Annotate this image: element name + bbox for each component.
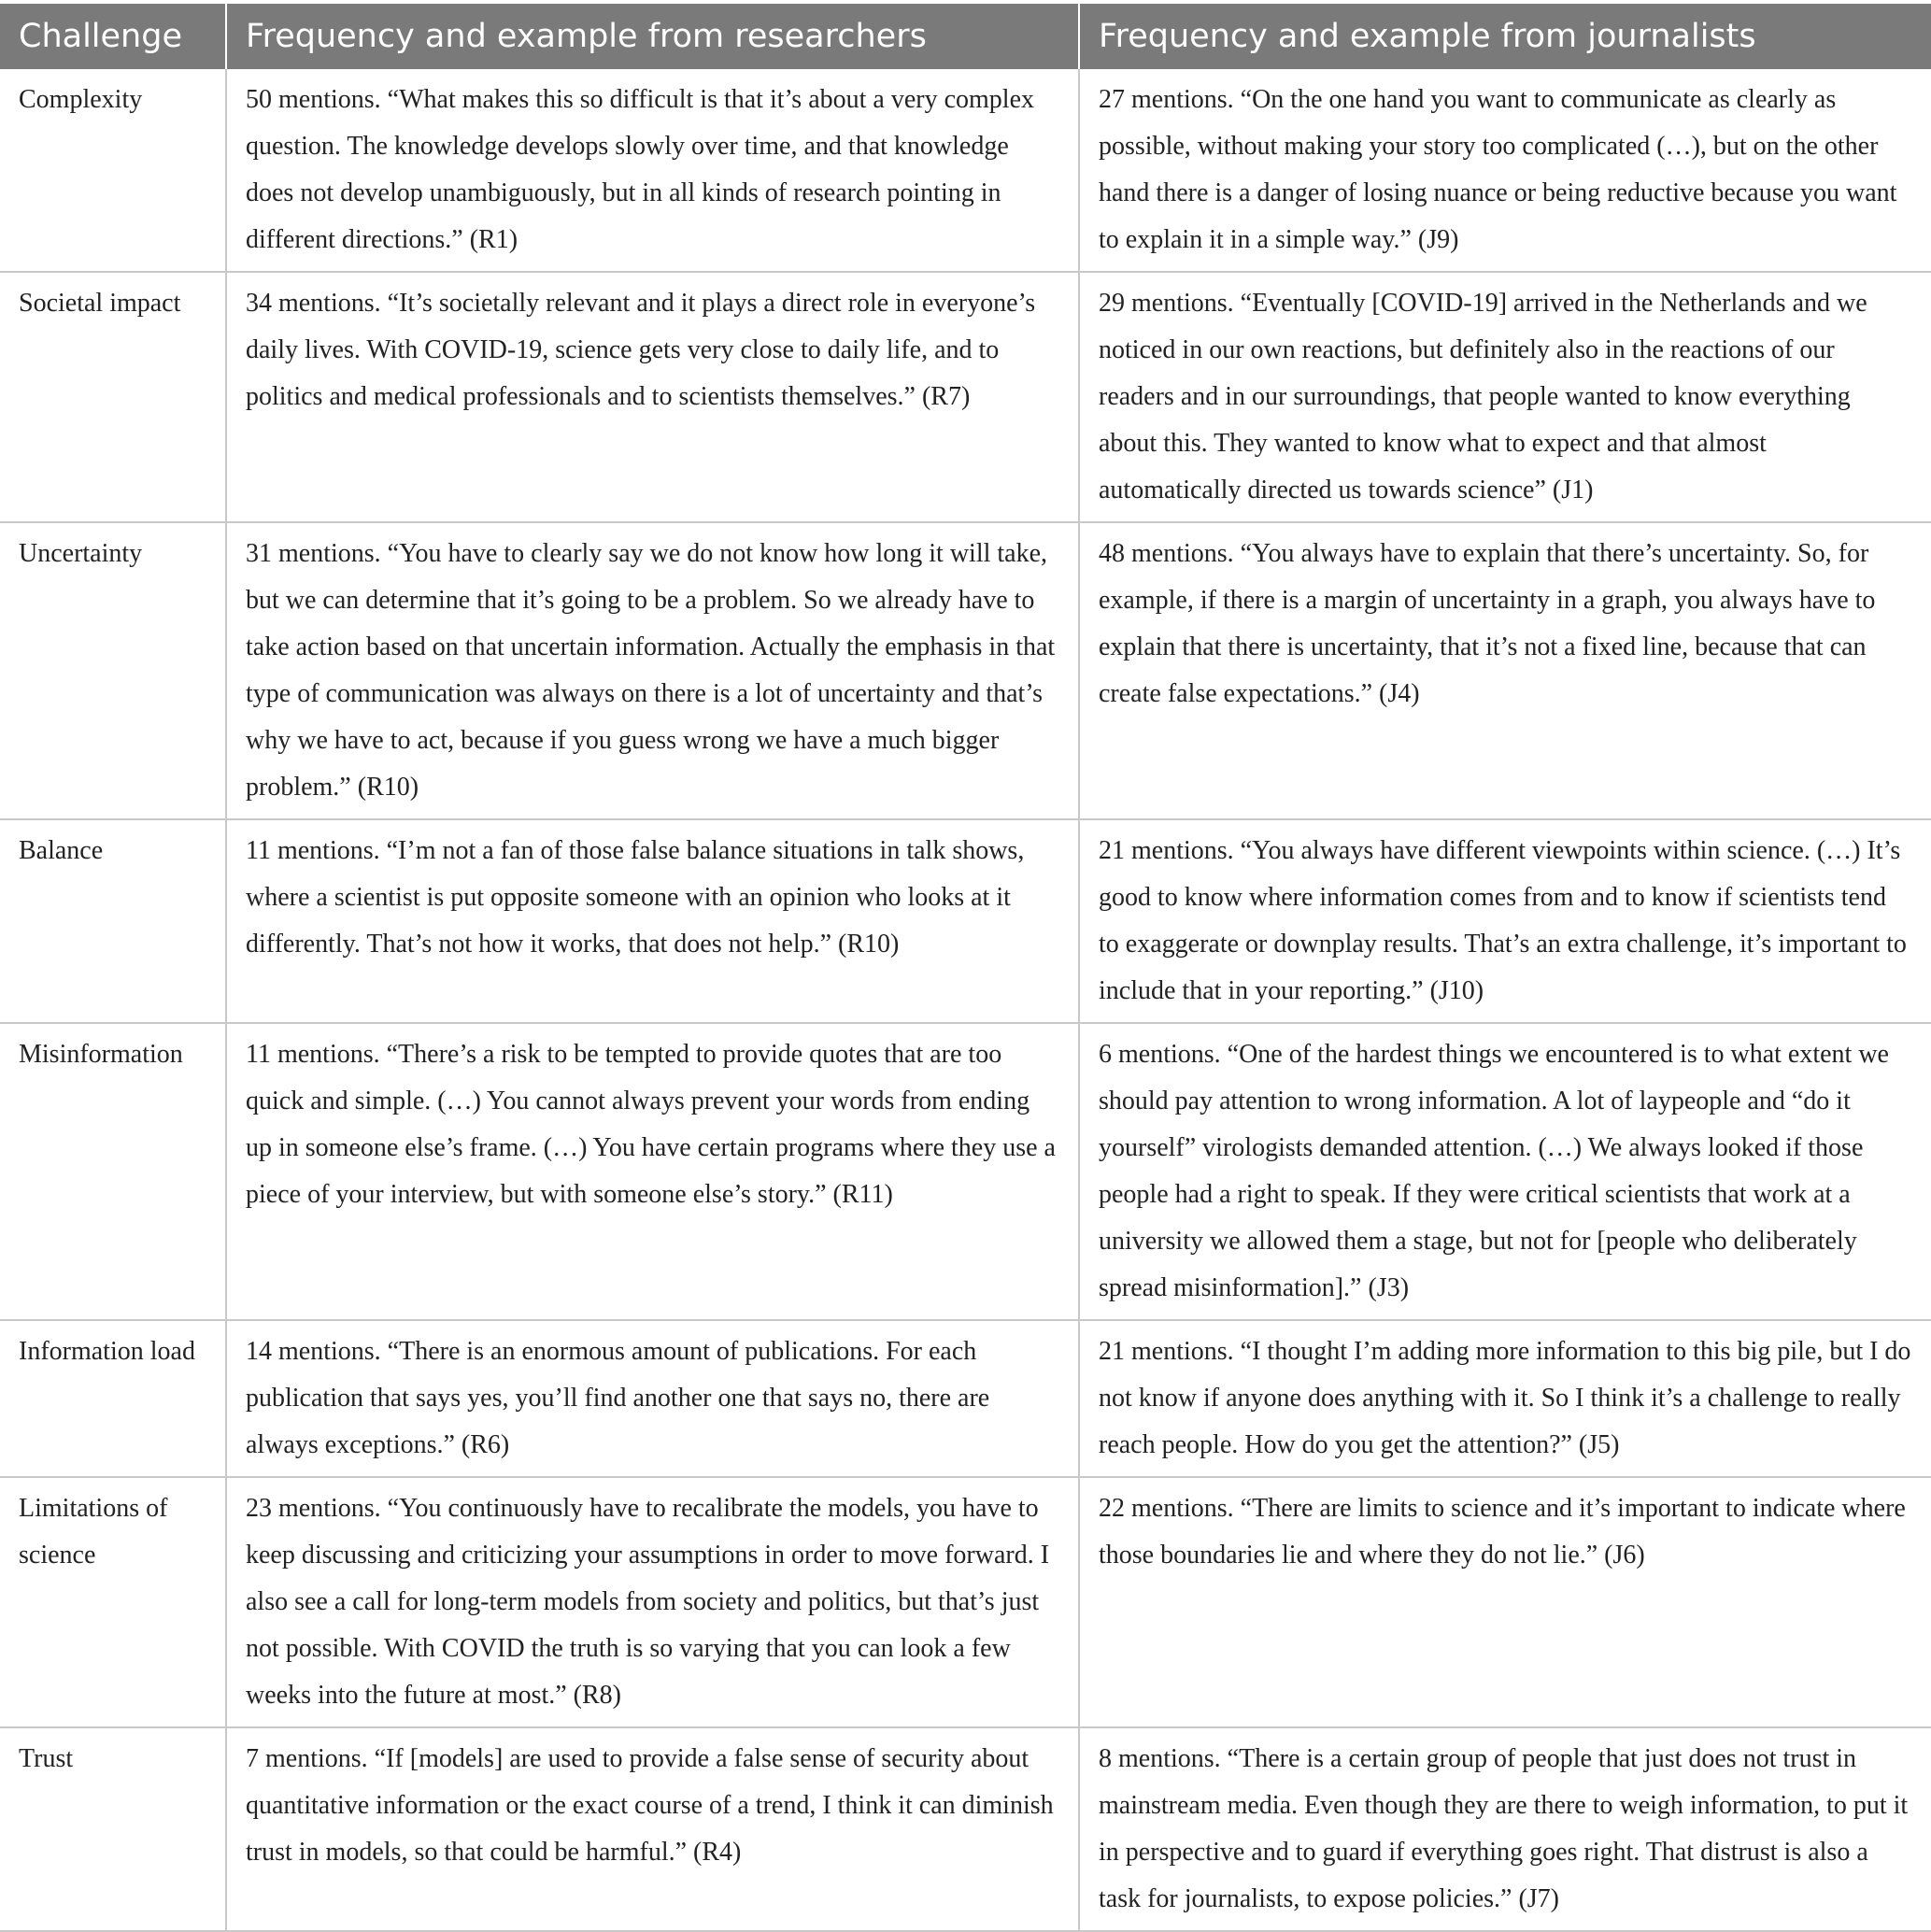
table-header [0, 4, 1931, 69]
challenge-cell: Societal impact [0, 272, 226, 522]
table-body [0, 69, 1931, 1931]
journalists-cell: 21 mentions. “You always have different viewpoints within science. (…) It’s good to know where information comes from and to know if scientists tend to exaggerate or downplay results. That’s an extra challenge, it’s important to include that in your reporting.” (J10) [1079, 819, 1931, 1023]
journalists-cell: 6 mentions. “One of the hardest things we encountered is to what extent we should pay attention to wrong information. A lot of laypeople and “do it yourself” virologists demanded attention. (…) We always looked if those people had a right to speak. If they were critical scientists that work at a university we allowed them a stage, but not for [people who deliberately spread misinformation].” (J3) [1079, 1023, 1931, 1320]
researchers-cell: 14 mentions. “There is an enormous amount of publications. For each publication that says yes, you’ll find another one that says no, there are always exceptions.” (R6) [226, 1320, 1079, 1477]
researchers-cell: 31 mentions. “You have to clearly say we do not know how long it will take, but we can determine that it’s going to be a problem. So we already have to take action based on that uncertain information. Actually the emphasis in that type of communication was always on there is a lot of uncertainty and that’s why we have to act, because if you guess wrong we have a much bigger problem.” (R10) [226, 522, 1079, 819]
journalists-cell: 21 mentions. “I thought I’m adding more information to this big pile, but I do not know if anyone does anything with it. So I think it’s a challenge to really reach people. How do you get the attention?” (J5) [1079, 1320, 1931, 1477]
researchers-cell: 7 mentions. “If [models] are used to provide a false sense of security about quantitative information or the exact course of a trend, I think it can diminish trust in models, so that could be harmful.” (R4) [226, 1727, 1079, 1931]
table-row [0, 1477, 1931, 1727]
researchers-cell: 11 mentions. “I’m not a fan of those false balance situations in talk shows, where a scientist is put opposite someone with an opinion who looks at it differently. That’s not how it works, that does not help.” (R10) [226, 819, 1079, 1023]
header-journalists: Frequency and example from journalists [1079, 4, 1931, 69]
challenge-cell: Trust [0, 1727, 226, 1931]
researchers-cell: 34 mentions. “It’s societally relevant and it plays a direct role in everyone’s daily lives. With COVID-19, science gets very close to daily life, and to politics and medical professionals and to scientists themselves.” (R7) [226, 272, 1079, 522]
header-row [0, 4, 1931, 69]
challenge-cell: Limitations of science [0, 1477, 226, 1727]
challenge-cell: Complexity [0, 69, 226, 272]
challenges-table-container [0, 4, 1931, 1932]
challenges-table [0, 4, 1931, 1932]
researchers-cell: 23 mentions. “You continuously have to recalibrate the models, you have to keep discussing and criticizing your assumptions in order to move forward. I also see a call for long-term models from society and politics, but that’s just not possible. With COVID the truth is so varying that you can look a few weeks into the future at most.” (R8) [226, 1477, 1079, 1727]
challenge-cell: Balance [0, 819, 226, 1023]
journalists-cell: 8 mentions. “There is a certain group of people that just does not trust in mainstream media. Even though they are there to weigh information, to put it in perspective and to guard if everything goes right. That distrust is also a task for journalists, to expose policies.” (J7) [1079, 1727, 1931, 1931]
table-row [0, 1320, 1931, 1477]
challenge-cell: Misinformation [0, 1023, 226, 1320]
table-row [0, 1727, 1931, 1931]
table-row [0, 522, 1931, 819]
journalists-cell: 48 mentions. “You always have to explain that there’s uncertainty. So, for example, if there is a margin of uncertainty in a graph, you always have to explain that there is uncertainty, that it’s not a fixed line, because that can create false expectations.” (J4) [1079, 522, 1931, 819]
header-researchers: Frequency and example from researchers [226, 4, 1079, 69]
table-row [0, 69, 1931, 272]
journalists-cell: 29 mentions. “Eventually [COVID-19] arrived in the Netherlands and we noticed in our own reactions, but definitely also in the reactions of our readers and in our surroundings, that people wanted to know everything about this. They wanted to know what to expect and that almost automatically directed us towards science” (J1) [1079, 272, 1931, 522]
table-row [0, 1023, 1931, 1320]
journalists-cell: 27 mentions. “On the one hand you want to communicate as clearly as possible, without making your story too complicated (…), but on the other hand there is a danger of losing nuance or being reductive because you want to explain it in a simple way.” (J9) [1079, 69, 1931, 272]
header-challenge: Challenge [0, 4, 226, 69]
challenge-cell: Information load [0, 1320, 226, 1477]
researchers-cell: 11 mentions. “There’s a risk to be tempted to provide quotes that are too quick and simple. (…) You cannot always prevent your words from ending up in someone else’s frame. (…) You have certain programs where they use a piece of your interview, but with someone else’s story.” (R11) [226, 1023, 1079, 1320]
journalists-cell: 22 mentions. “There are limits to science and it’s important to indicate where those boundaries lie and where they do not lie.” (J6) [1079, 1477, 1931, 1727]
researchers-cell: 50 mentions. “What makes this so difficult is that it’s about a very complex question. The knowledge develops slowly over time, and that knowledge does not develop unambiguously, but in all kinds of research pointing in different directions.” (R1) [226, 69, 1079, 272]
table-row [0, 819, 1931, 1023]
table-row [0, 272, 1931, 522]
challenge-cell: Uncertainty [0, 522, 226, 819]
